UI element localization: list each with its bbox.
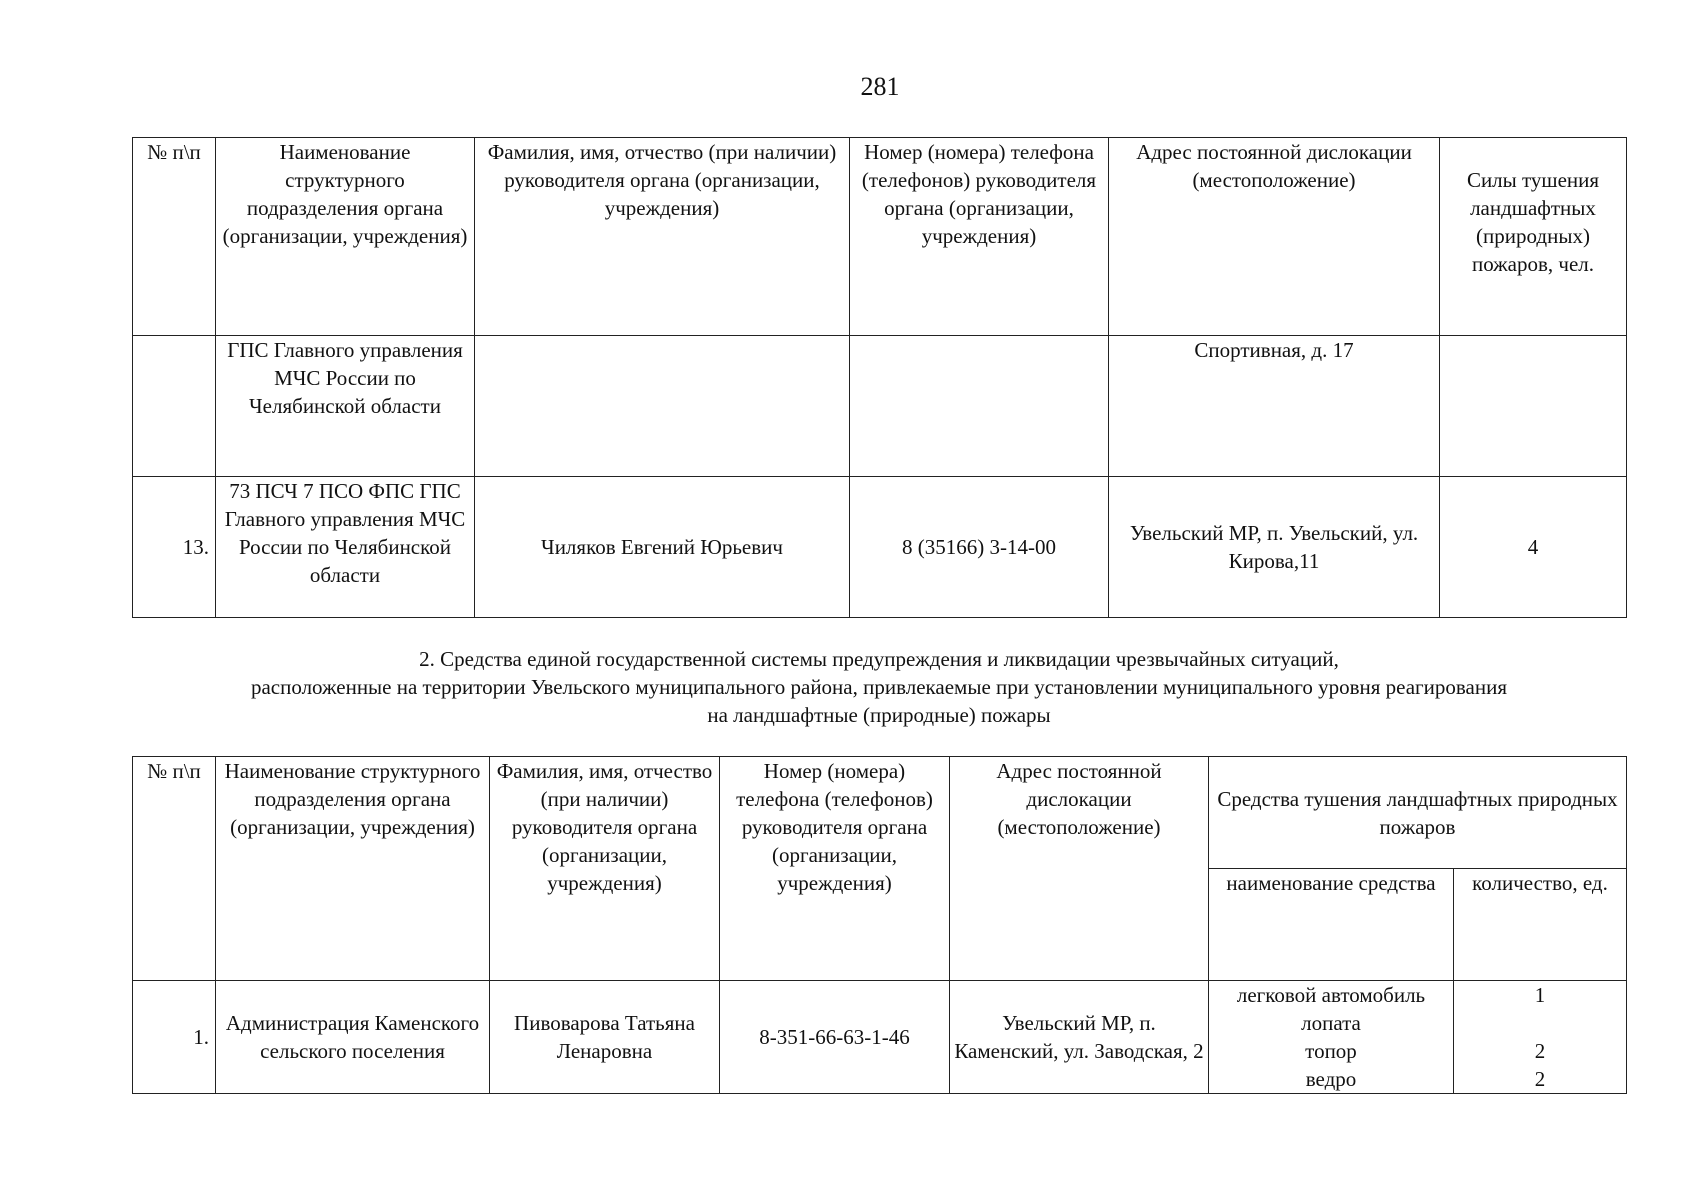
header-means-name: наименование средства — [1209, 869, 1454, 981]
header-means-quantity: количество, ед. — [1454, 869, 1627, 981]
table-emergency-means — [132, 756, 1627, 1094]
cell-phone: 8-351-66-63-1-46 — [720, 981, 950, 1094]
header-means: Средства тушения ландшафтных природных пожаров — [1209, 757, 1627, 869]
list-item: 2 — [1534, 1067, 1546, 1091]
list-item — [1456, 1009, 1624, 1037]
cell-address: Увельский МР, п. Увельский, ул. Кирова,11 — [1109, 477, 1440, 618]
cell-head-name: Чиляков Евгений Юрьевич — [475, 477, 850, 618]
list-item: 1 — [1534, 983, 1546, 1007]
cell-quantity-list — [1454, 981, 1627, 1094]
cell-means-list — [1209, 981, 1454, 1094]
header-head-name: Фамилия, имя, отчество (при наличии) руководителя органа (организации, учреждения) — [490, 757, 720, 981]
table-row — [133, 336, 1627, 477]
list-item: лопата — [1301, 1011, 1361, 1035]
header-address: Адрес постоянной дислокации (местоположение) — [950, 757, 1209, 981]
section-title-line: расположенные на территории Увельского муниципального района, привлекаемые при установлении муниципального уровня реагирования — [250, 675, 1508, 699]
table-row — [133, 981, 1627, 1094]
cell-unit-name: ГПС Главного управления МЧС России по Челябинской области — [216, 336, 475, 477]
cell-address: Увельский МР, п. Каменский, ул. Заводская, 2 — [950, 981, 1209, 1094]
list-item: 2 — [1534, 1039, 1546, 1063]
cell-num: 13. — [133, 477, 216, 618]
list-item: ведро — [1305, 1067, 1357, 1091]
header-num: № п\п — [133, 757, 216, 981]
page-number: 281 — [860, 72, 900, 101]
cell-forces: 4 — [1440, 477, 1627, 618]
header-head-name: Фамилия, имя, отчество (при наличии) руководителя органа (организации, учреждения) — [475, 138, 850, 336]
section-title — [132, 645, 1626, 729]
header-forces: Силы тушения ландшафтных (природных) пожаров, чел. — [1440, 138, 1627, 336]
header-address: Адрес постоянной дислокации (местоположение) — [1109, 138, 1440, 336]
cell-head-name — [475, 336, 850, 477]
cell-num — [133, 336, 216, 477]
table-row — [133, 477, 1627, 618]
table-header-row — [133, 757, 1627, 869]
header-num: № п\п — [133, 138, 216, 336]
cell-forces — [1440, 336, 1627, 477]
header-unit-name: Наименование структурного подразделения органа (организации, учреждения) — [216, 757, 490, 981]
header-phone: Номер (номера) телефона (телефонов) руководителя органа (организации, учреждения) — [720, 757, 950, 981]
section-title-line: на ландшафтные (природные) пожары — [707, 703, 1051, 727]
cell-num: 1. — [133, 981, 216, 1094]
table-fire-forces — [132, 137, 1627, 618]
cell-unit-name: Администрация Каменского сельского поселения — [216, 981, 490, 1094]
header-phone: Номер (номера) телефона (телефонов) руководителя органа (организации, учреждения) — [850, 138, 1109, 336]
table-header-row — [133, 138, 1627, 336]
cell-head-name: Пивоварова Татьяна Ленаровна — [490, 981, 720, 1094]
cell-address: Спортивная, д. 17 — [1109, 336, 1440, 477]
list-item: топор — [1305, 1039, 1357, 1063]
cell-unit-name: 73 ПСЧ 7 ПСО ФПС ГПС Главного управления МЧС России по Челябинской области — [216, 477, 475, 618]
header-unit-name: Наименование структурного подразделения органа (организации, учреждения) — [216, 138, 475, 336]
section-title-line: 2. Средства единой государственной системы предупреждения и ликвидации чрезвычайных ситуаций, — [419, 647, 1339, 671]
cell-phone: 8 (35166) 3-14-00 — [850, 477, 1109, 618]
list-item: легковой автомобиль — [1236, 983, 1426, 1007]
cell-phone — [850, 336, 1109, 477]
